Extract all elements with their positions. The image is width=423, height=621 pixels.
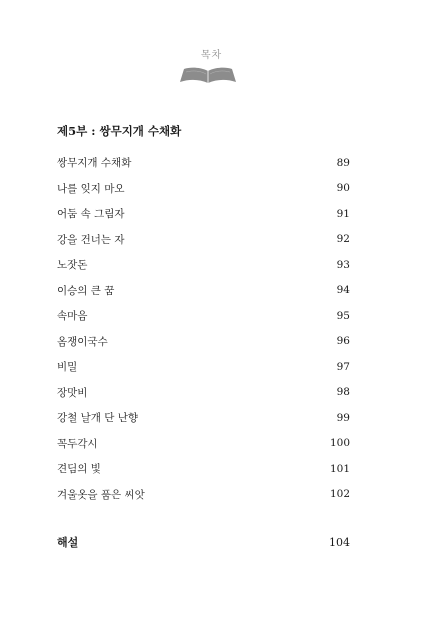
toc-entry-page: 89 bbox=[336, 156, 350, 169]
toc-entry[interactable] bbox=[57, 252, 350, 278]
toc-entry-title: 옴쟁이국수 bbox=[57, 335, 108, 348]
toc-entry[interactable] bbox=[57, 150, 350, 176]
toc-entry[interactable] bbox=[57, 303, 350, 329]
toc-entry-title: 강철 날개 단 난향 bbox=[57, 412, 139, 425]
toc-appendix[interactable] bbox=[57, 534, 350, 550]
toc-entry-page: 99 bbox=[336, 411, 350, 424]
toc-entry-page: 93 bbox=[336, 258, 350, 271]
toc-entry[interactable] bbox=[57, 201, 350, 227]
toc-entry-page: 102 bbox=[329, 488, 350, 501]
toc-entry-title: 이승의 큰 꿈 bbox=[57, 284, 115, 297]
toc-entry[interactable] bbox=[57, 405, 350, 431]
toc-entry[interactable] bbox=[57, 431, 350, 457]
appendix-title: 해설 bbox=[57, 536, 79, 549]
toc-entry-title: 노잣돈 bbox=[57, 259, 88, 272]
toc-entry-title: 강을 건너는 자 bbox=[57, 233, 125, 246]
toc-entry[interactable] bbox=[57, 354, 350, 380]
toc-entry[interactable] bbox=[57, 482, 350, 508]
toc-entry[interactable] bbox=[57, 380, 350, 406]
toc-entry[interactable] bbox=[57, 176, 350, 202]
toc-list bbox=[57, 150, 350, 507]
toc-entry-page: 95 bbox=[336, 309, 350, 322]
toc-entry-page: 92 bbox=[336, 233, 350, 246]
toc-entry-page: 91 bbox=[336, 207, 350, 220]
toc-entry-title: 나를 잊지 마오 bbox=[57, 182, 125, 195]
toc-entry-page: 98 bbox=[336, 386, 350, 399]
toc-entry-title: 쌍무지개 수채화 bbox=[57, 157, 132, 170]
toc-entry-page: 90 bbox=[336, 182, 350, 195]
toc-entry-page: 100 bbox=[329, 437, 350, 450]
toc-entry-page: 96 bbox=[336, 335, 350, 348]
open-book-icon bbox=[180, 66, 236, 84]
toc-entry-page: 97 bbox=[336, 360, 350, 373]
toc-entry-title: 속마음 bbox=[57, 310, 88, 323]
toc-entry-title: 어둠 속 그림자 bbox=[57, 208, 125, 221]
toc-entry[interactable] bbox=[57, 227, 350, 253]
toc-entry[interactable] bbox=[57, 456, 350, 482]
toc-entry-title: 꼭두각시 bbox=[57, 437, 98, 450]
toc-entry-page: 101 bbox=[329, 462, 350, 475]
part-title: 제5부 : 쌍무지개 수채화 bbox=[57, 124, 182, 138]
toc-entry-title: 비밀 bbox=[57, 361, 78, 374]
toc-entry[interactable] bbox=[57, 278, 350, 304]
toc-entry-title: 겨울옷을 품은 씨앗 bbox=[57, 488, 145, 501]
toc-entry-title: 장맛비 bbox=[57, 386, 88, 399]
toc-entry[interactable] bbox=[57, 329, 350, 355]
toc-entry-title: 견딤의 빛 bbox=[57, 463, 101, 476]
appendix-page: 104 bbox=[329, 535, 350, 549]
toc-heading: 목차 bbox=[200, 50, 223, 61]
toc-entry-page: 94 bbox=[336, 284, 350, 297]
